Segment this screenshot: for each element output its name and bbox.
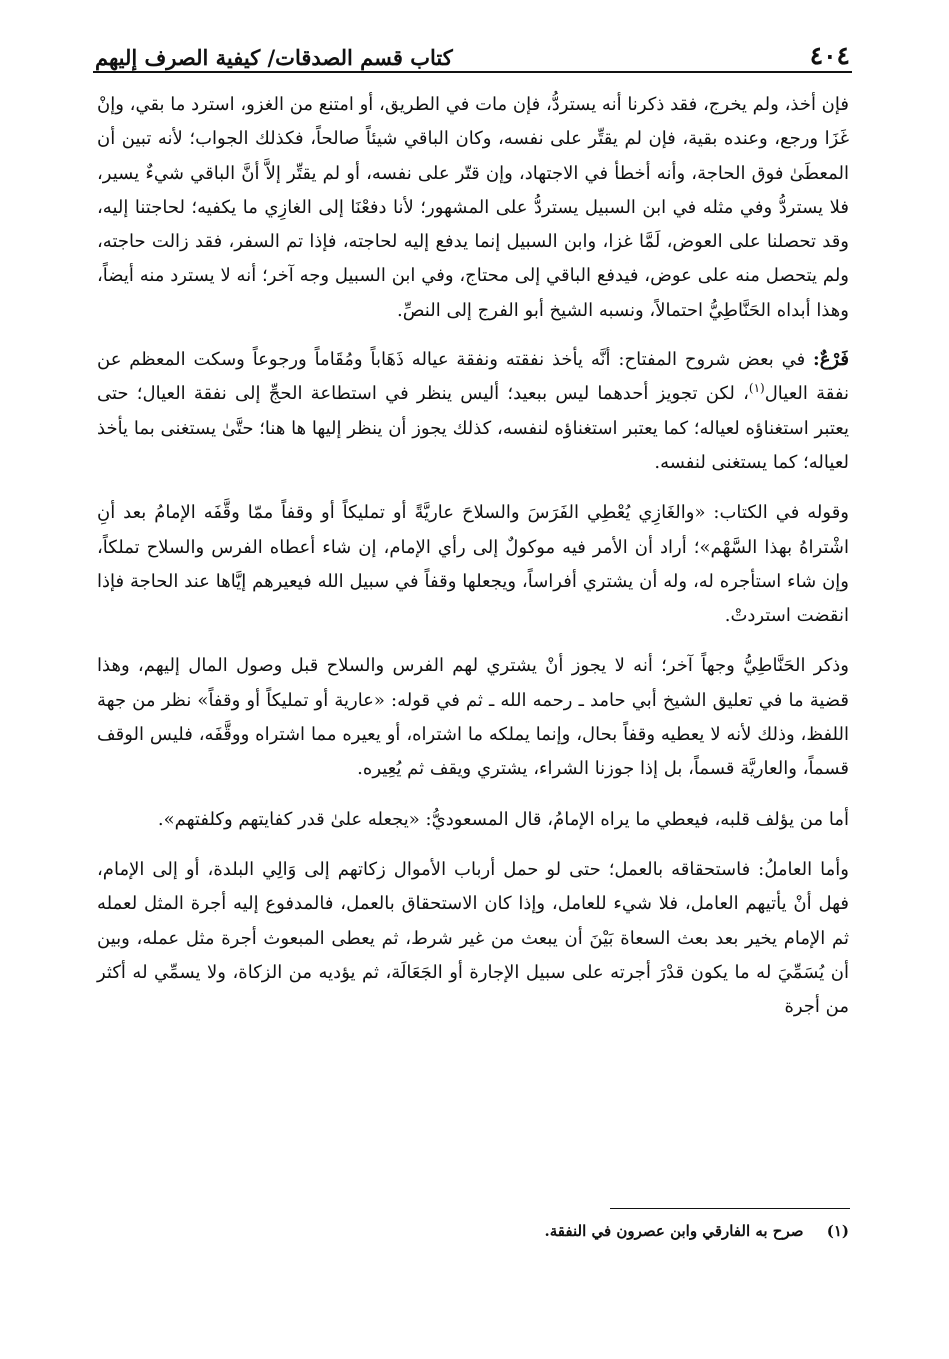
footnote [249,1222,849,1240]
page-header [95,28,850,70]
fara-label: فَرْعٌ: [813,349,849,371]
footnote-number: (١) [826,1222,849,1240]
paragraph: وذكر الحَنَّاطِيُّ وجهاً آخر؛ أنه لا يجوز أنْ يشتري لهم الفرس والسلاح قبل وصول المال إليهم، وهذا قضية ما في تعليق الشيخ أبي حامد ـ رحمه الله ـ ثم في قوله: «عارية أو تمليكاً أو وقفاً» نظر من جهة اللفظ، وذلك لأنه لا يعطيه وقفاً بحال، وإنما يملكه ما اشتراه، أو يعيره مما اشتراه ووقَّفَه، فليس الوقف قسماً، والعاريَّة قسماً، بل إذا جوزنا الشراء، يشتري ويقف ثم يُعِيره. [97,655,849,780]
paragraph: وقوله في الكتاب: «والغَازِي يُعْطِي الفَرَسَ والسلاحَ عاريَّةً أو تمليكاً أو وقفاً ممّا وقَّفَه الإمامُ بعد أنِ اشْتراهُ بهذا السَّهْم»؛ أراد أن الأمر فيه موكولٌ إلى رأي الإمام، إن شاء أعطاه الفرس والسلاح تملكاً، وإن شاء استأجره له، وله أن يشتري أفراساً، ويجعلها وقفاً في سبيل الله فيعيرهم إيَّاها عند الحاجة فإذا انقضت استردتْ. [97,502,849,627]
header-divider [93,71,852,73]
footnote-divider [610,1208,850,1209]
paragraph: وأما العاملُ: فاستحقاقه بالعمل؛ حتى لو حمل أرباب الأموال زكاتهم إلى وَالِي البلدة، أو إلى الإمام، فهل أنْ يأتيهم العامل، فلا شيء للعامل، وإذا كان الاستحقاق بالعمل، فالمدفوع إليه أجرة المثل لعمله ثم الإمام يخير بعد بعث السعاة بَيْنَ أن يبعث من غير شرط، ثم يعطى المبعوث أجرة مثل عمله، وبين أن يُسَمِّيَ له ما يكون قدْرَ أجرته على سبيل الإجارة أو الجَعَالَة، ثم يؤديه من الزكاة، ولا يسمِّي له أكثر من أجرة [97,858,849,1018]
page-number: ٤٠٤ [809,41,850,70]
footnote-text: صرح به الفارقي وابن عصرون في النفقة. [544,1222,804,1240]
main-text [97,88,849,1040]
paragraph-fragment: وسكت المعظم عن نفقة العيال [97,349,849,405]
paragraph-fara [97,343,849,480]
fara-text: في بعض شروح المفتاح: أنَّه يأخذ نفقته ونفقة عياله ذَهَاباً ومُقَاماً ورجوعاً [252,349,806,371]
paragraph: فإن أخذ، ولم يخرج، فقد ذكرنا أنه يستردُّ، فإن مات في الطريق، أو امتنع من الغزو، استرد ما بقي، وإنْ غَزَا ورجع، وعنده بقية، فإن لم يقتِّر على نفسه، وكان الباقي شيئاً صالحاً، فكذلك الجواب؛ لأنه تبين أن المعطَىٰ فوق الحاجة، وأنه أخطأ في الاجتهاد، وإن قتّر على نفسه، أو لم يقتِّر إلاَّ أنَّ الباقي شيءٌ يسير، فلا يستردُّ وفي مثله في ابن السبيل يستردُّ على المشهور؛ لأنا دفعْنَا إلى الغازِي ما يكفيه؛ لحاجتنا إليه، وقد تحصلنا على العوض، لَمَّا غزا، وابن السبيل إنما يدفع إليه لحاجته، فإذا تم السفر، فقد زالت حاجته، ولم يتحصل منه على عوض، فيدفع الباقي إلى محتاج، وفي ابن السبيل وجه آخر؛ أنه لا يسترد منه أيضاً، وهذا أبداه الحَنَّاطِيُّ احتمالاً، ونسبه الشيخ أبو الفرج إلى النصِّ. [97,94,849,321]
paragraph-fragment: ، لكن تجويز أحدهما ليس ببعيد؛ أليس ينظر في استطاعة الحجِّ إلى نفقة العيال؛ حتى يعتبر استغناؤه لعياله؛ كما يعتبر استغناؤه لنفسه، كذلك يجوز أن ينظر إليها ها هنا؛ حتَّىٰ يستغنى بما يأخذ لعياله؛ كما يستغنى لنفسه. [97,383,849,473]
footnote-reference[interactable]: (١) [748,381,765,396]
running-title: كتاب قسم الصدقات/ كيفية الصرف إليهم [95,45,453,70]
paragraph: أما من يؤلف قلبه، فيعطي ما يراه الإمامُ، قال المسعوديُّ: «يجعله علىٰ قدر كفايتهم وكلفتهم». [157,808,849,830]
